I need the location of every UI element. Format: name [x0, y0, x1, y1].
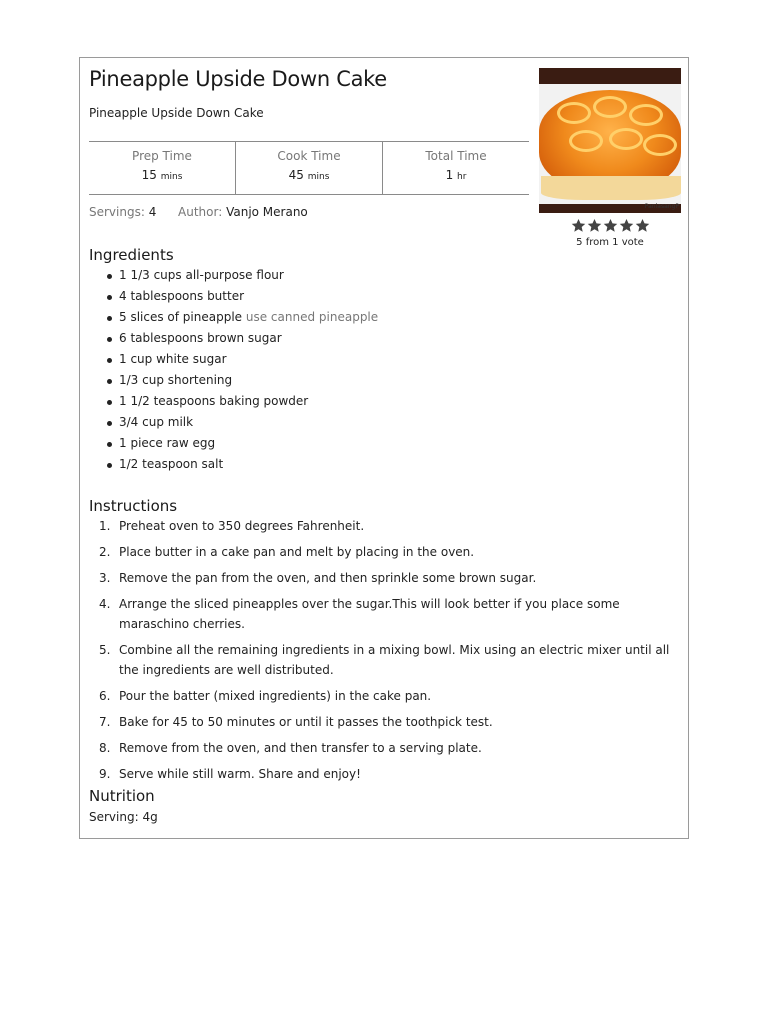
instruction-step — [89, 764, 679, 784]
recipe-card — [79, 57, 689, 839]
ingredient-text: 1 1/3 cups all-purpose flour — [119, 268, 284, 282]
total-time — [382, 142, 529, 194]
ingredients-heading: Ingredients — [89, 246, 174, 264]
ingredient-item — [119, 349, 378, 370]
nutrition-serving: Serving: 4g — [89, 810, 158, 824]
star-icon[interactable] — [619, 218, 634, 233]
cook-time-label: Cook Time — [277, 149, 341, 163]
ingredient-text: 6 tablespoons brown sugar — [119, 331, 282, 345]
instruction-text: Serve while still warm. Share and enjoy! — [119, 767, 361, 781]
instruction-number: 2. — [99, 545, 111, 559]
ingredient-text: 1/2 teaspoon salt — [119, 457, 224, 471]
instruction-number: 9. — [99, 767, 111, 781]
instruction-step — [89, 542, 679, 562]
instruction-step — [89, 568, 679, 588]
instructions-heading: Instructions — [89, 497, 178, 515]
ingredient-text: 1 piece raw egg — [119, 436, 216, 450]
recipe-meta — [89, 205, 308, 219]
ingredient-item — [119, 328, 378, 349]
instructions-list — [89, 516, 679, 790]
star-icon[interactable] — [635, 218, 650, 233]
nutrition-heading: Nutrition — [89, 787, 155, 805]
instruction-number: 4. — [99, 597, 111, 611]
rating-votes: 5 from 1 vote — [576, 237, 644, 248]
ingredient-item — [119, 433, 378, 454]
ingredient-item — [119, 412, 378, 433]
cook-time-unit: mins — [307, 172, 330, 182]
instruction-text: Preheat oven to 350 degrees Fahrenheit. — [119, 519, 365, 533]
instruction-text: Place butter in a cake pan and melt by placing in the oven. — [119, 545, 475, 559]
ingredient-item — [119, 454, 378, 475]
total-time-label: Total Time — [425, 149, 487, 163]
instruction-step — [89, 516, 679, 536]
ingredient-text: 3/4 cup milk — [119, 415, 194, 429]
cook-time-value: 45 — [288, 168, 304, 182]
total-time-value: 1 — [445, 168, 454, 182]
recipe-photo — [539, 68, 681, 213]
instruction-number: 7. — [99, 715, 111, 729]
instruction-text: Remove from the oven, and then transfer to a serving plate. — [119, 741, 482, 755]
ingredient-item — [119, 307, 378, 328]
photo-watermark: PanlasangP — [644, 203, 679, 210]
instruction-step — [89, 594, 679, 634]
prep-time-unit: mins — [160, 172, 183, 182]
ingredient-text: 1 1/2 teaspoons baking powder — [119, 394, 309, 408]
author-value: Vanjo Merano — [226, 205, 308, 219]
ingredient-item — [119, 286, 378, 307]
instruction-text: Combine all the remaining ingredients in a mixing bowl. Mix using an electric mixer until all the ingredients are well distributed. — [119, 643, 670, 677]
ingredient-text: 1 cup white sugar — [119, 352, 227, 366]
ingredient-item — [119, 265, 378, 286]
ingredient-note: use canned pineapple — [245, 310, 379, 324]
total-time-unit: hr — [457, 172, 467, 182]
instruction-step — [89, 640, 679, 680]
ingredient-text: 4 tablespoons butter — [119, 289, 245, 303]
instruction-text: Remove the pan from the oven, and then sprinkle some brown sugar. — [119, 571, 537, 585]
recipe-title: Pineapple Upside Down Cake — [89, 67, 387, 91]
star-icon[interactable] — [587, 218, 602, 233]
ingredient-text: 1/3 cup shortening — [119, 373, 233, 387]
instruction-text: Bake for 45 to 50 minutes or until it passes the toothpick test. — [119, 715, 493, 729]
prep-time-value: 15 — [141, 168, 157, 182]
servings-label: Servings: — [89, 205, 145, 219]
instruction-text: Arrange the sliced pineapples over the sugar.This will look better if you place some maraschino cherries. — [119, 597, 620, 631]
recipe-times — [89, 141, 529, 195]
instruction-step — [89, 738, 679, 758]
instruction-number: 6. — [99, 689, 111, 703]
rating-stars[interactable] — [539, 218, 681, 233]
instruction-text: Pour the batter (mixed ingredients) in the cake pan. — [119, 689, 432, 703]
star-icon[interactable] — [571, 218, 586, 233]
ingredient-item — [119, 370, 378, 391]
instruction-number: 3. — [99, 571, 111, 585]
instruction-number: 8. — [99, 741, 111, 755]
instruction-step — [89, 686, 679, 706]
instruction-number: 1. — [99, 519, 111, 533]
recipe-rating — [539, 218, 681, 248]
author-label: Author: — [178, 205, 223, 219]
star-icon[interactable] — [603, 218, 618, 233]
ingredient-item — [119, 391, 378, 412]
recipe-subtitle: Pineapple Upside Down Cake — [89, 106, 264, 120]
ingredients-list — [89, 265, 378, 475]
ingredient-text: 5 slices of pineapple — [119, 310, 243, 324]
cook-time — [235, 142, 382, 194]
prep-time — [89, 142, 235, 194]
instruction-number: 5. — [99, 643, 111, 657]
servings-value[interactable]: 4 — [148, 205, 157, 219]
instruction-step — [89, 712, 679, 732]
prep-time-label: Prep Time — [132, 149, 192, 163]
